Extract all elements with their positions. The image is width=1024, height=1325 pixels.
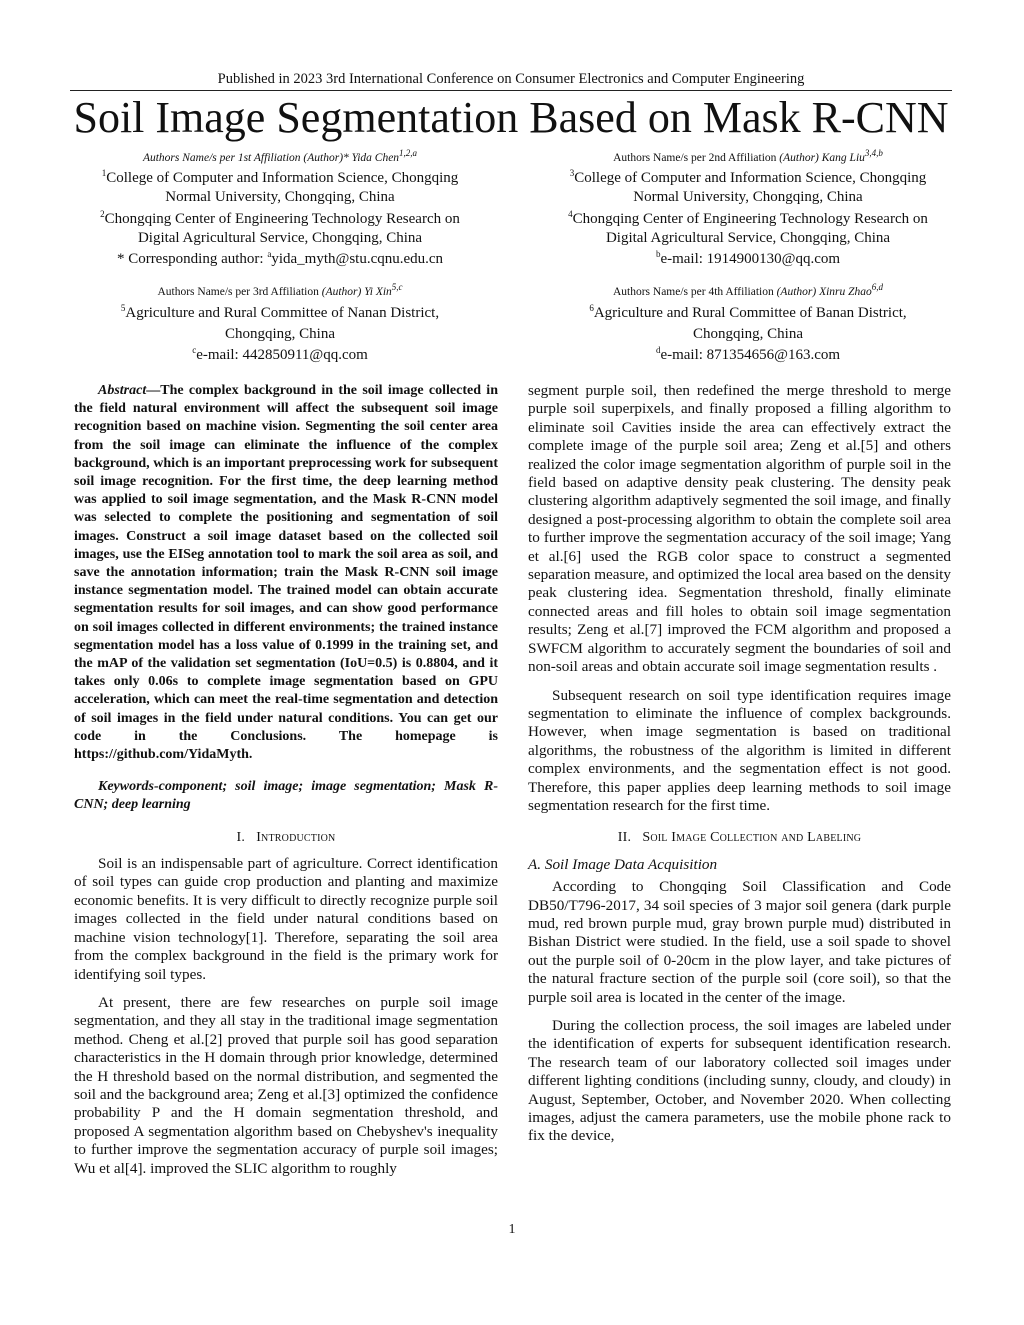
conference-header: Published in 2023 3rd International Conference on Consumer Electronics and Computer Engineering — [217, 71, 805, 87]
paragraph: Subsequent research on soil type identification requires image segmentation to eliminate the influence of complex backgrounds. However, when image segmentation is based on traditional algorithms, the robustness of the algorithm is limited in different complex environments, and the segmentation effect is not good. Therefore, this paper applies deep learning methods to soil image segmentation research for the first time. — [528, 686, 951, 814]
affiliation: $^1$College of Computer and Information Science, Chongqing Normal University, Chongqing, China — [101, 168, 459, 205]
affiliation: $^4$Chongqing Center of Engineering Technology Research on Digital Agricultural Service, Chongqing, China — [568, 209, 928, 246]
affiliation-location: Chongqing, China — [224, 326, 335, 342]
section-heading-collection: II. Soil Image Collection and Labeling — [617, 830, 862, 846]
keywords: Keywords-component; soil image; image segmentation; Mask R-CNN; deep learning — [74, 779, 498, 813]
paragraph: At present, there are few researches on purple soil image segmentation, and they all stay in the traditional image segmentation method. Cheng et al.[2] proved that purple soil has good separation characteristics in the H domain through prior knowledge, determined the H threshold based on the normal distribution, and segmented the soil and the background area; Zeng et al.[3] optimized the confidence probability P and the H domain segmentation threshold, and proposed A segmentation algorithm based on Chebyshev's inequality to further improve the segmentation accuracy of purple soil images; Wu et al[4]. improved the SLIC algorithm to roughly — [74, 993, 498, 1177]
author-contact: $^d$e-mail: 871354656@163.com — [655, 345, 841, 363]
affiliation: $^2$Chongqing Center of Engineering Technology Research on Digital Agricultural Service, Chongqing, China — [100, 209, 460, 246]
page-number: 1 — [508, 1222, 516, 1237]
author-name-line: Authors Name/s per 3rd Affiliation (Author) Yi Xin$^{5,c}$ — [157, 282, 403, 298]
affiliation-location: Chongqing, China — [692, 326, 803, 342]
affiliation: $^6$Agriculture and Rural Committee of Banan District, — [589, 303, 907, 321]
paragraph: Soil is an indispensable part of agriculture. Correct identification of soil types can guide crop production and planting and maximize economic benefits. It is very difficult to directly recognize purple soil images collected in the field under natural conditions based on machine vision technology[1]. Therefore, separating the soil area from the complex background in the field is the primary work for identifying soil types. — [74, 855, 498, 983]
section-heading-introduction: I. Introduction — [236, 829, 336, 845]
author-contact: $^c$e-mail: 442850911@qq.com — [192, 345, 368, 363]
paragraph: According to Chongqing Soil Classification and Code DB50/T796-2017, 34 soil species of 3 major soil genera (dark purple mud, red brown purple mud, gray brown purple mud) distributed in Bishan District were studied. In the field, use a soil spade to shovel out the purple soil of 0-20cm in the plow layer, and take pictures of the natural fracture section of the purple soil (core soil), so that the purple soil area is located in the center of the image. — [528, 878, 951, 1006]
header-rule — [70, 90, 952, 91]
right-column — [528, 382, 951, 1146]
affiliation: $^5$Agriculture and Rural Committee of Nanan District, — [120, 303, 440, 321]
author-block-2 — [548, 150, 948, 269]
paper-title: Soil Image Segmentation Based on Mask R-CNN — [73, 93, 949, 142]
author-block-1 — [80, 150, 480, 269]
subsection-heading: A. Soil Image Data Acquisition — [528, 855, 718, 873]
paragraph-continued: segment purple soil, then redefined the merge threshold to merge purple soil superpixels, and finally proposed a filling algorithm to eliminate soil Cavities inside the area can effectively extract the complete image of the purple soil area; Zeng et al.[5] and others realized the color image segmentation algorithm of purple soil in the field based on adaptive density peak clustering. The density peak clustering algorithm adaptively segmented the soil image, and finally designed a post-processing algorithm to obtain the complete soil area to further improve the segmentation accuracy of the soil image; Yang et al.[6] used the RGB color space to construct a segmented separation measure, and optimized the local area based on the density peak clustering idea. Segmentation threshold, finally eliminate connected areas and fill holes to obtain soil image segmentation results; Zeng et al.[7] improved the FCM algorithm and proposed a SWFCM algorithm to accurately segment the boundaries of soil and non-soil areas and obtain accurate soil image segmentation results . — [528, 382, 951, 676]
paragraph: During the collection process, the soil images are labeled under the identification of experts for subsequent identification research. The research team of our laboratory collected soil images under different lighting conditions (including sunny, cloudy, and cloudy) in August, September, October, and November 2020. When collecting images, adjust the camera parameters, use the mobile phone rack to fix the device, — [528, 1017, 951, 1145]
left-column — [74, 382, 498, 1178]
author-block-4 — [548, 284, 948, 366]
author-contact: * Corresponding author: $^a$yida_myth@stu.cqnu.edu.cn — [116, 249, 444, 267]
author-name-line: Authors Name/s per 2nd Affiliation (Author) Kang Liu$^{3,4,b}$ — [613, 148, 883, 164]
author-name-line: Authors Name/s per 1st Affiliation (Author)* Yida Chen$^{1,2,a}$ — [142, 148, 418, 164]
affiliation: $^3$College of Computer and Information Science, Chongqing Normal University, Chongqing, China — [569, 168, 927, 205]
author-name-line: Authors Name/s per 4th Affiliation (Author) Xinru Zhao$^{6,d}$ — [612, 282, 884, 298]
author-contact: $^b$e-mail: 1914900130@qq.com — [655, 249, 841, 267]
abstract: Abstract—The complex background in the soil image collected in the field natural environment will affect the subsequent soil image recognition based on machine vision. Segmenting the soil center area from the soil image can eliminate the influence of the complex background, which is an important preprocessing work for subsequent soil image recognition. For the first time, the deep learning method was applied to soil image segmentation, and the Mask R-CNN model was selected to complete the positioning and segmentation of soil images. Construct a soil image dataset based on the collected soil images, use the EISeg annotation tool to mark the soil area as soil, and save the annotation information; train the Mask R-CNN soil image instance segmentation model. The trained model can obtain accurate segmentation results for soil images, and can show good performance on soil images collected in different environments; the trained instance segmentation model has a loss value of 0.1999 in the training set, and the mAP of the validation set segmentation (IoU=0.5) is 0.8804, and it takes only 0.06s to complete image segmentation based on GPU acceleration, which can meet the real-time segmentation and detection of soil images in the field under natural conditions. You can get our code in the Conclusions. The homepage is https://github.com/YidaMyth. — [74, 383, 498, 763]
author-block-3 — [80, 284, 480, 366]
